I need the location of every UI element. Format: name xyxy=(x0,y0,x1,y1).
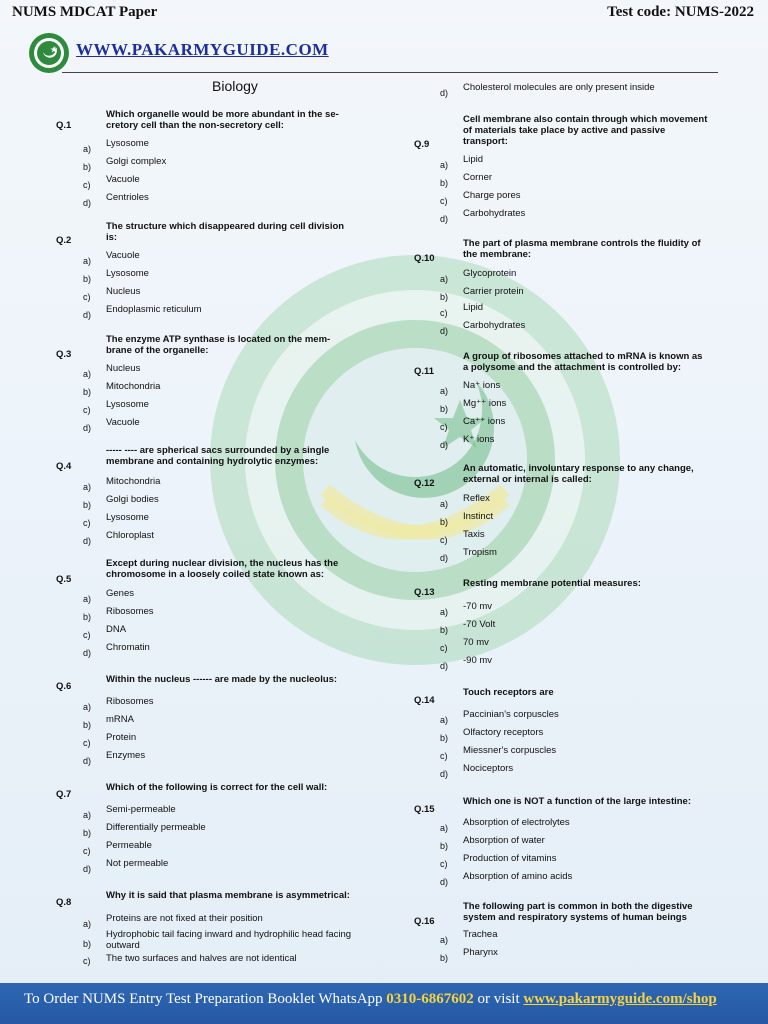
question-number: Q.7 xyxy=(56,789,72,800)
option-text[interactable]: Lysosome xyxy=(106,138,149,149)
option-text[interactable]: Ribosomes xyxy=(106,606,154,617)
option-label: c) xyxy=(83,405,91,415)
option-label: c) xyxy=(440,859,448,869)
option-label: d) xyxy=(440,88,449,98)
option-label: b) xyxy=(83,387,92,397)
subject-heading: Biology xyxy=(212,78,258,94)
option-text[interactable]: Absorption of water xyxy=(463,835,545,846)
option-text[interactable]: Ribosomes xyxy=(106,696,154,707)
option-text[interactable]: Nociceptors xyxy=(463,763,514,774)
option-text[interactable]: Golgi complex xyxy=(106,156,167,167)
option-text[interactable]: Vacuole xyxy=(106,250,140,261)
option-label: a) xyxy=(83,482,92,492)
option-text[interactable]: Tropism xyxy=(463,547,497,558)
option-label: d) xyxy=(83,536,92,546)
option-label: c) xyxy=(83,846,91,856)
question-stem: Which of the following is correct for the cell wall: xyxy=(106,782,328,793)
question-number: Q.16 xyxy=(414,916,435,927)
header-rule xyxy=(62,72,718,73)
option-text[interactable]: Cholesterol molecules are only present inside xyxy=(463,82,655,93)
option-text[interactable]: Glycoprotein xyxy=(463,268,517,279)
option-label: b) xyxy=(440,178,449,188)
option-text[interactable]: K⁺ ions xyxy=(463,434,495,445)
question-stem: ----- ---- are spherical sacs surrounded by a single membrane and containing hydrolytic enzymes: xyxy=(106,445,330,467)
option-label: c) xyxy=(440,535,448,545)
option-text[interactable]: Vacuole xyxy=(106,174,140,185)
footer-banner xyxy=(0,983,768,1024)
option-text[interactable]: Not permeable xyxy=(106,858,169,869)
option-label: b) xyxy=(440,517,449,527)
option-label: c) xyxy=(440,422,448,432)
option-label: b) xyxy=(83,162,92,172)
option-label: b) xyxy=(83,612,92,622)
test-code: Test code: NUMS-2022 xyxy=(607,4,754,20)
question-number: Q.2 xyxy=(56,235,72,246)
whatsapp-number[interactable]: 0310-6867602 xyxy=(386,991,474,1007)
option-label: b) xyxy=(83,500,92,510)
option-text[interactable]: Chromatin xyxy=(106,642,150,653)
option-text[interactable]: Lysosome xyxy=(106,268,149,279)
footer-text-mid: or visit xyxy=(473,991,524,1007)
pak-army-guide-logo-icon xyxy=(28,32,70,74)
option-label: a) xyxy=(83,144,92,154)
shop-link[interactable]: www.pakarmyguide.com/shop xyxy=(523,991,717,1007)
option-text[interactable]: mRNA xyxy=(106,714,134,725)
option-text[interactable]: Permeable xyxy=(106,840,152,851)
question-stem: An automatic, involuntary response to any change, external or internal is called: xyxy=(463,463,694,485)
option-label: a) xyxy=(440,160,449,170)
option-label: c) xyxy=(440,751,448,761)
website-link[interactable]: WWW.PAKARMYGUIDE.COM xyxy=(76,40,329,59)
option-label: b) xyxy=(440,953,449,963)
option-label: b) xyxy=(83,939,92,949)
option-text[interactable]: Golgi bodies xyxy=(106,494,159,505)
question-number: Q.4 xyxy=(56,461,72,472)
option-text[interactable]: Lysosome xyxy=(106,512,149,523)
option-text[interactable]: Na⁺ ions xyxy=(463,380,501,391)
question-number: Q.3 xyxy=(56,349,72,360)
option-label: a) xyxy=(440,715,449,725)
option-text[interactable]: Trachea xyxy=(463,929,498,940)
question-number: Q.15 xyxy=(414,804,435,815)
question-number: Q.5 xyxy=(56,574,72,585)
option-text[interactable]: Lipid xyxy=(463,154,484,165)
question-stem: The part of plasma membrane controls the fluidity of the membrane: xyxy=(463,238,701,260)
question-stem: A group of ribosomes attached to mRNA is known as a polysome and the attachment is controlled by: xyxy=(463,351,703,373)
footer-text xyxy=(24,991,717,1008)
question-stem: Which one is NOT a function of the large intestine: xyxy=(463,796,692,807)
option-label: d) xyxy=(440,661,449,671)
option-text[interactable]: 70 mv xyxy=(463,637,489,648)
option-text[interactable]: -90 mv xyxy=(463,655,493,666)
question-number: Q.13 xyxy=(414,587,435,598)
option-label: d) xyxy=(83,864,92,874)
option-label: b) xyxy=(440,404,449,414)
option-text[interactable]: Instinct xyxy=(463,511,494,522)
option-label: d) xyxy=(440,214,449,224)
option-label: d) xyxy=(83,648,92,658)
option-text[interactable]: Ca⁺⁺ ions xyxy=(463,416,506,427)
question-number: Q.10 xyxy=(414,253,435,264)
option-text[interactable]: Olfactory receptors xyxy=(463,727,544,738)
option-text[interactable]: Protein xyxy=(106,732,137,743)
option-text[interactable]: Lysosome xyxy=(106,399,149,410)
option-label: a) xyxy=(440,607,449,617)
question-number: Q.11 xyxy=(414,366,435,377)
option-label: a) xyxy=(440,935,449,945)
question-stem: The following part is common in both the digestive system and respiratory systems of human beings xyxy=(463,901,693,923)
option-text[interactable]: Production of vitamins xyxy=(463,853,557,864)
footer-text-before: To Order NUMS Entry Test Preparation Booklet WhatsApp xyxy=(24,991,387,1007)
option-label: b) xyxy=(440,841,449,851)
option-label: c) xyxy=(440,643,448,653)
option-label: a) xyxy=(83,919,92,929)
option-text[interactable]: Nucleus xyxy=(106,286,141,297)
option-text[interactable]: Proteins are not fixed at their position xyxy=(106,913,263,924)
option-text[interactable]: Mg⁺⁺ ions xyxy=(463,398,507,409)
option-label: a) xyxy=(440,499,449,509)
option-text[interactable]: Corner xyxy=(463,172,493,183)
option-label: d) xyxy=(440,553,449,563)
option-text[interactable]: -70 Volt xyxy=(463,619,496,630)
option-label: c) xyxy=(440,308,448,318)
option-label: b) xyxy=(440,292,449,302)
option-label: b) xyxy=(83,274,92,284)
option-text[interactable]: Differentially permeable xyxy=(106,822,206,833)
option-text[interactable]: Genes xyxy=(106,588,134,599)
option-text[interactable]: Absorption of amino acids xyxy=(463,871,573,882)
option-label: d) xyxy=(440,326,449,336)
option-label: b) xyxy=(440,625,449,635)
option-label: c) xyxy=(83,180,91,190)
option-text[interactable]: Mitochondria xyxy=(106,476,161,487)
question-stem: Except during nuclear division, the nucleus has the chromosome in a loosely coiled state known as: xyxy=(106,558,339,580)
option-text[interactable]: Enzymes xyxy=(106,750,146,761)
option-label: a) xyxy=(83,810,92,820)
option-text[interactable]: Taxis xyxy=(463,529,485,540)
option-text[interactable]: Hydrophobic tail facing inward and hydrophilic head facing outward xyxy=(106,929,352,951)
question-number: Q.9 xyxy=(414,139,430,150)
question-stem: Cell membrane also contain through which movement of materials take place by active and passive transport: xyxy=(463,114,708,147)
option-text[interactable]: Chloroplast xyxy=(106,530,155,541)
option-label: d) xyxy=(83,310,92,320)
option-label: d) xyxy=(83,756,92,766)
option-text[interactable]: -70 mv xyxy=(463,601,493,612)
option-label: a) xyxy=(83,256,92,266)
option-label: a) xyxy=(440,823,449,833)
option-label: a) xyxy=(83,702,92,712)
question-stem: Which organelle would be more abundant in the se- cretory cell than the non-secretory cell: xyxy=(106,109,339,131)
option-label: b) xyxy=(440,733,449,743)
option-label: a) xyxy=(83,369,92,379)
option-label: d) xyxy=(440,769,449,779)
option-text[interactable]: Carbohydrates xyxy=(463,320,526,331)
option-label: c) xyxy=(83,956,91,966)
option-text[interactable]: Miessner's corpuscles xyxy=(463,745,557,756)
option-text[interactable]: Paccinian's corpuscles xyxy=(463,709,559,720)
question-stem: Within the nucleus ------ are made by the nucleolus: xyxy=(106,674,338,685)
question-stem: Why it is said that plasma membrane is asymmetrical: xyxy=(106,890,350,901)
option-label: c) xyxy=(83,292,91,302)
option-label: c) xyxy=(83,738,91,748)
option-text[interactable]: DNA xyxy=(106,624,127,635)
question-number: Q.6 xyxy=(56,681,72,692)
option-text[interactable]: Reflex xyxy=(463,493,490,504)
option-text[interactable]: Semi-permeable xyxy=(106,804,176,815)
option-label: c) xyxy=(83,630,91,640)
paper-title: NUMS MDCAT Paper xyxy=(12,4,158,20)
question-number: Q.12 xyxy=(414,478,435,489)
option-label: c) xyxy=(440,196,448,206)
option-label: c) xyxy=(83,518,91,528)
question-number: Q.8 xyxy=(56,897,72,908)
option-text[interactable]: Charge pores xyxy=(463,190,521,201)
option-label: d) xyxy=(83,423,92,433)
option-text[interactable]: Carrier protein xyxy=(463,286,524,297)
option-text[interactable]: Lipid xyxy=(463,302,484,313)
question-stem: The structure which disappeared during cell division is: xyxy=(106,221,345,243)
option-text[interactable]: Endoplasmic reticulum xyxy=(106,304,202,315)
option-text[interactable]: Absorption of electrolytes xyxy=(463,817,570,828)
option-text[interactable]: Centrioles xyxy=(106,192,149,203)
option-label: b) xyxy=(83,720,92,730)
option-label: a) xyxy=(440,274,449,284)
option-text[interactable]: Pharynx xyxy=(463,947,498,958)
option-text[interactable]: Carbohydrates xyxy=(463,208,526,219)
option-label: d) xyxy=(83,198,92,208)
question-stem: Resting membrane potential measures: xyxy=(463,578,641,589)
option-label: d) xyxy=(440,440,449,450)
question-number: Q.1 xyxy=(56,120,72,131)
option-label: a) xyxy=(83,594,92,604)
option-text[interactable]: Vacuole xyxy=(106,417,140,428)
option-text[interactable]: Mitochondria xyxy=(106,381,161,392)
option-label: d) xyxy=(440,877,449,887)
option-text[interactable]: The two surfaces and halves are not identical xyxy=(106,953,297,964)
question-number: Q.14 xyxy=(414,695,435,706)
option-text[interactable]: Nucleus xyxy=(106,363,141,374)
question-stem: The enzyme ATP synthase is located on the mem- brane of the organelle: xyxy=(106,334,331,356)
option-label: a) xyxy=(440,386,449,396)
option-label: b) xyxy=(83,828,92,838)
question-stem: Touch receptors are xyxy=(463,687,554,698)
